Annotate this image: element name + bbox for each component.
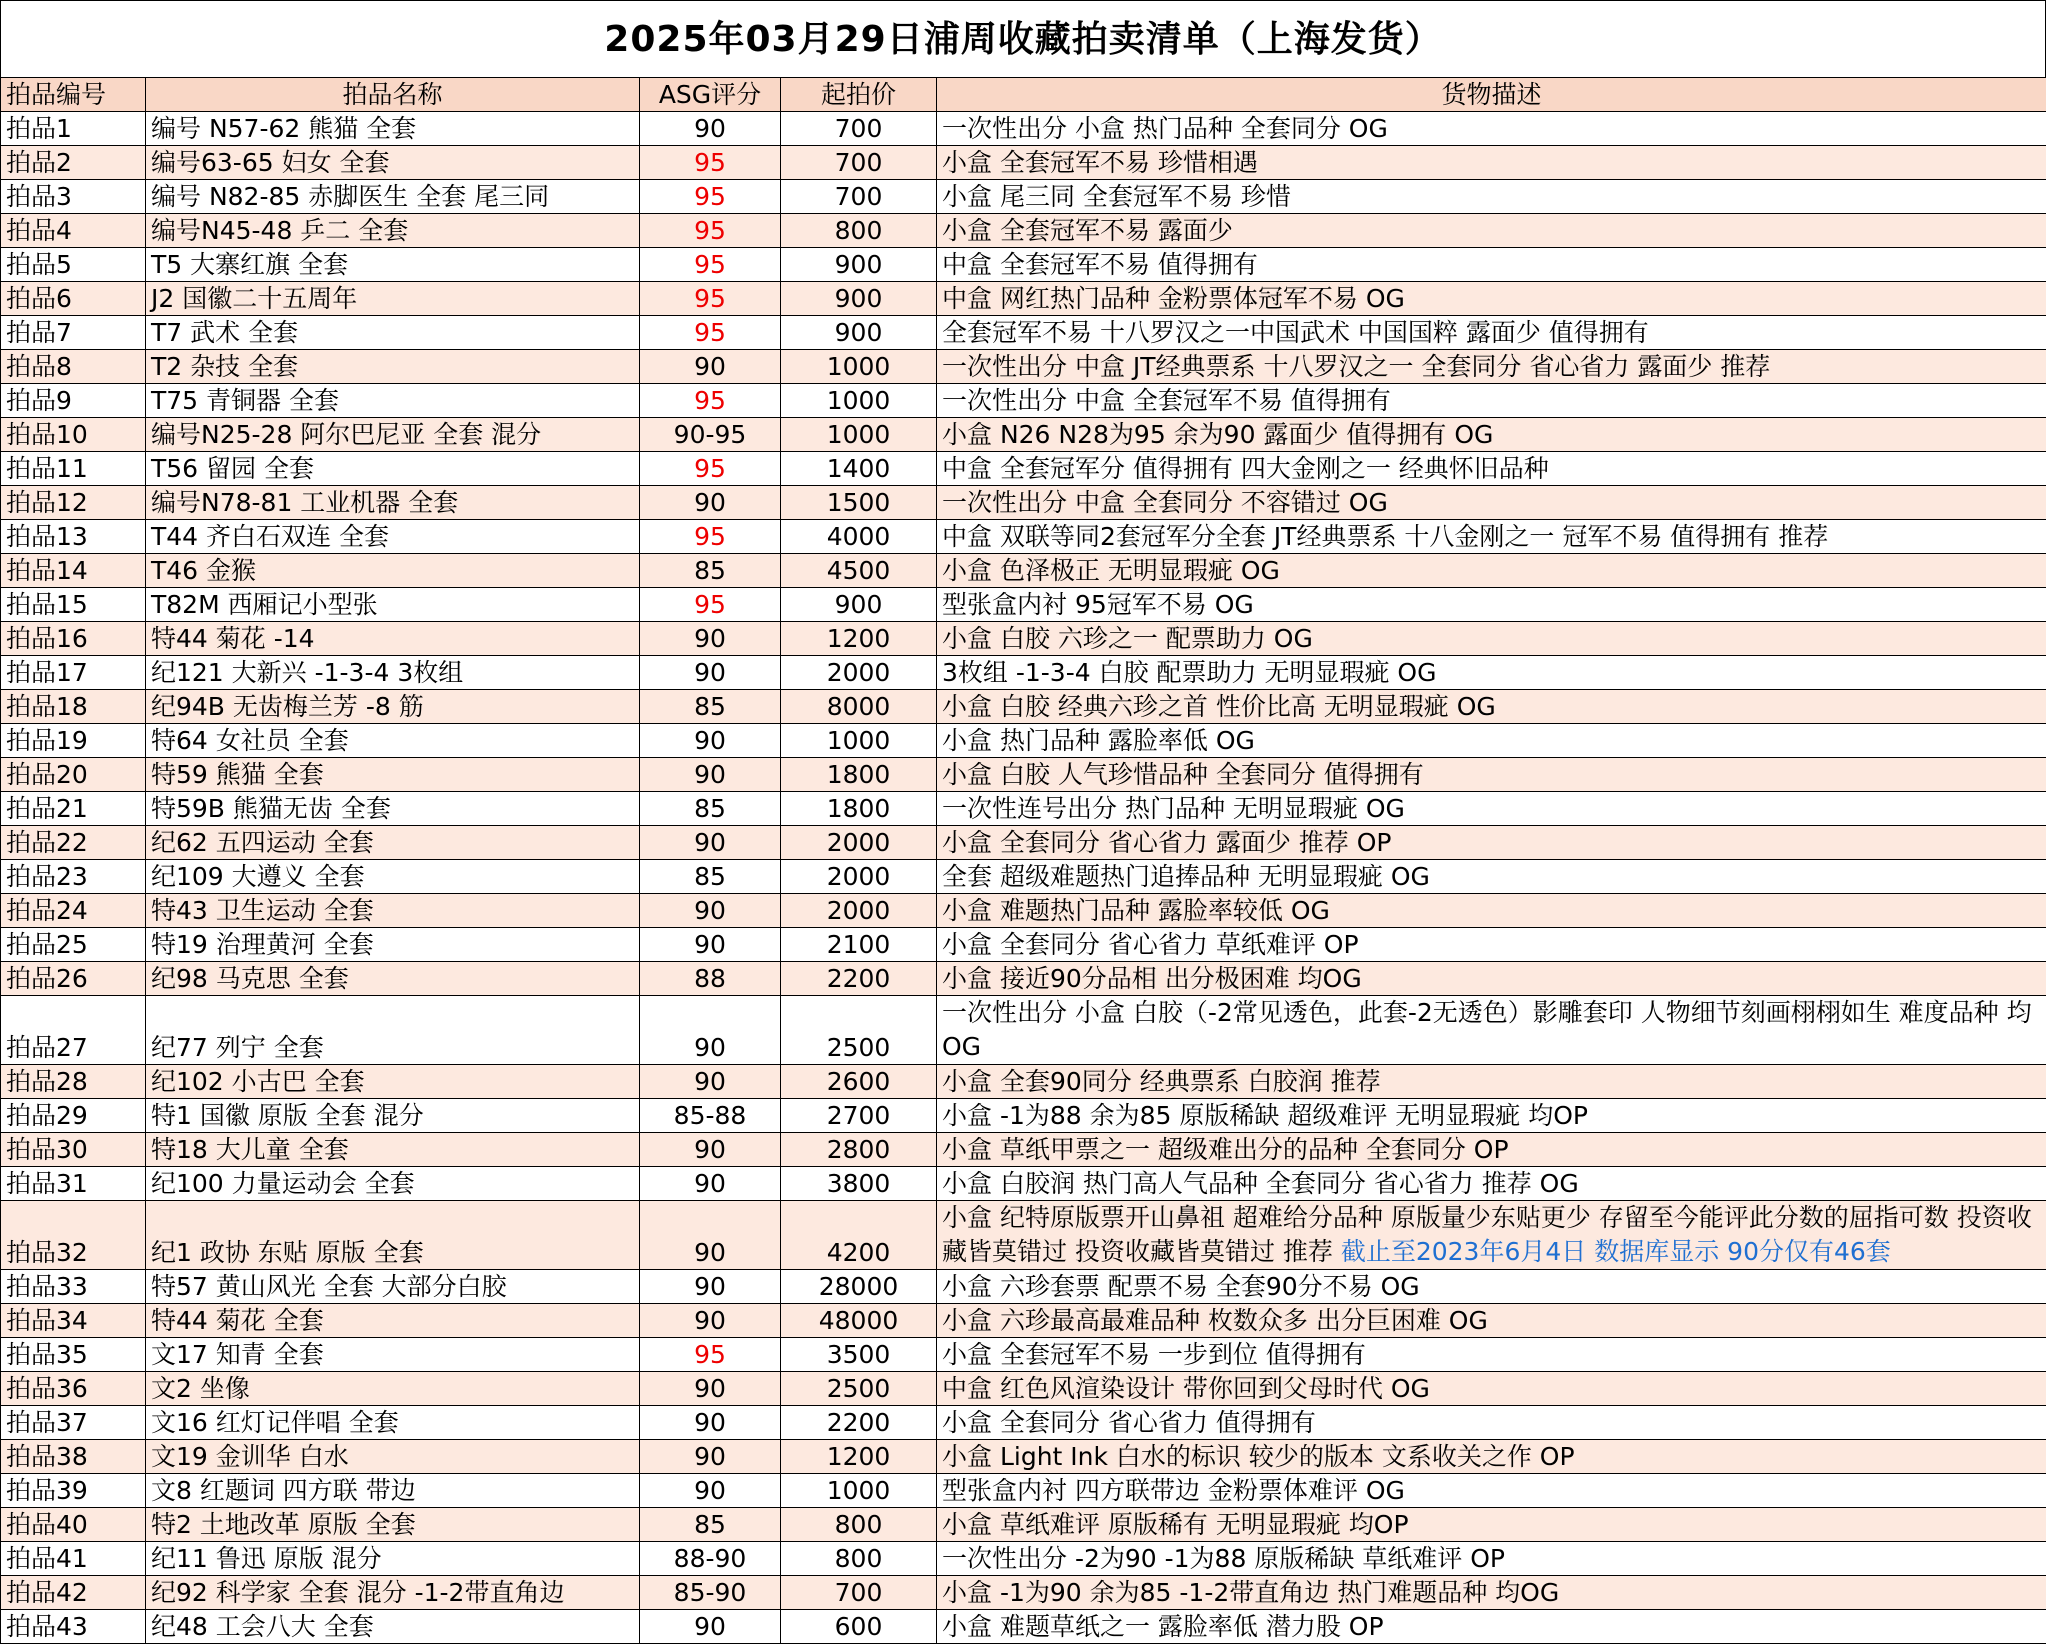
description-cell: 小盒 全套90同分 经典票系 白胶润 推荐: [937, 1065, 2046, 1099]
description-cell: 中盒 全套冠军分 值得拥有 四大金刚之一 经典怀旧品种: [937, 452, 2046, 486]
lot-number-cell: 拍品37: [1, 1406, 146, 1440]
start-price-cell: 1800: [781, 792, 937, 826]
asg-score-cell: 95: [640, 588, 781, 622]
lot-name-cell: 纪100 力量运动会 全套: [146, 1167, 640, 1201]
table-row: [1, 1610, 2046, 1644]
asg-score-cell: 90: [640, 112, 781, 146]
header-lot-name: 拍品名称: [146, 78, 640, 112]
table-row: [1, 758, 2046, 792]
table-row: [1, 826, 2046, 860]
lot-number-cell: 拍品42: [1, 1576, 146, 1610]
lot-number-cell: 拍品33: [1, 1270, 146, 1304]
lot-name-cell: T2 杂技 全套: [146, 350, 640, 384]
lot-number-cell: 拍品11: [1, 452, 146, 486]
table-row: [1, 690, 2046, 724]
asg-score-cell: 90: [640, 758, 781, 792]
description-cell: 一次性出分 小盒 白胶（-2常见透色，此套-2无透色）影雕套印 人物细节刻画栩栩如生 难度品种 均OG: [937, 996, 2046, 1065]
lot-number-cell: 拍品8: [1, 350, 146, 384]
lot-name-cell: 文16 红灯记伴唱 全套: [146, 1406, 640, 1440]
lot-name-cell: 编号N78-81 工业机器 全套: [146, 486, 640, 520]
asg-score-cell: 85: [640, 860, 781, 894]
table-row: [1, 1338, 2046, 1372]
description-cell: 中盒 双联等同2套冠军分全套 JT经典票系 十八金刚之一 冠军不易 值得拥有 推荐: [937, 520, 2046, 554]
asg-score-cell: 95: [640, 180, 781, 214]
table-row: [1, 1167, 2046, 1201]
asg-score-cell: 95: [640, 146, 781, 180]
start-price-cell: 2000: [781, 826, 937, 860]
description-cell: 小盒 白胶 经典六珍之首 性价比高 无明显瑕疵 OG: [937, 690, 2046, 724]
lot-number-cell: 拍品10: [1, 418, 146, 452]
start-price-cell: 2800: [781, 1133, 937, 1167]
start-price-cell: 48000: [781, 1304, 937, 1338]
lot-number-cell: 拍品27: [1, 996, 146, 1065]
description-cell: 小盒 草纸甲票之一 超级难出分的品种 全套同分 OP: [937, 1133, 2046, 1167]
asg-score-cell: 90: [640, 350, 781, 384]
start-price-cell: 700: [781, 112, 937, 146]
description-cell: 中盒 全套冠军不易 值得拥有: [937, 248, 2046, 282]
lot-number-cell: 拍品13: [1, 520, 146, 554]
lot-name-cell: 特64 女社员 全套: [146, 724, 640, 758]
description-cell: 小盒 尾三同 全套冠军不易 珍惜: [937, 180, 2046, 214]
lot-name-cell: T56 留园 全套: [146, 452, 640, 486]
lot-number-cell: 拍品18: [1, 690, 146, 724]
asg-score-cell: 90: [640, 486, 781, 520]
lot-number-cell: 拍品40: [1, 1508, 146, 1542]
table-row: [1, 996, 2046, 1065]
lot-number-cell: 拍品15: [1, 588, 146, 622]
asg-score-cell: 85: [640, 792, 781, 826]
description-cell: 一次性出分 中盒 全套同分 不容错过 OG: [937, 486, 2046, 520]
lot-name-cell: T44 齐白石双连 全套: [146, 520, 640, 554]
start-price-cell: 2200: [781, 962, 937, 996]
table-row: [1, 622, 2046, 656]
database-note: 截止至2023年6月4日 数据库显示 90分仅有46套: [1341, 1237, 1891, 1266]
lot-number-cell: 拍品7: [1, 316, 146, 350]
start-price-cell: 900: [781, 588, 937, 622]
description-cell: 小盒 热门品种 露脸率低 OG: [937, 724, 2046, 758]
lot-number-cell: 拍品16: [1, 622, 146, 656]
table-row: [1, 1099, 2046, 1133]
asg-score-cell: 95: [640, 248, 781, 282]
lot-name-cell: 特2 土地改革 原版 全套: [146, 1508, 640, 1542]
lot-number-cell: 拍品21: [1, 792, 146, 826]
lot-name-cell: T82M 西厢记小型张: [146, 588, 640, 622]
asg-score-cell: 85-88: [640, 1099, 781, 1133]
description-cell: 小盒 白胶 人气珍惜品种 全套同分 值得拥有: [937, 758, 2046, 792]
lot-number-cell: 拍品24: [1, 894, 146, 928]
asg-score-cell: 90: [640, 724, 781, 758]
table-row: [1, 146, 2046, 180]
description-cell: 一次性连号出分 热门品种 无明显瑕疵 OG: [937, 792, 2046, 826]
asg-score-cell: 90: [640, 622, 781, 656]
lot-name-cell: 纪77 列宁 全套: [146, 996, 640, 1065]
description-cell: 小盒 -1为88 余为85 原版稀缺 超级难评 无明显瑕疵 均OP: [937, 1099, 2046, 1133]
description-cell: 小盒 全套同分 省心省力 值得拥有: [937, 1406, 2046, 1440]
header-description: 货物描述: [937, 78, 2046, 112]
asg-score-cell: 90: [640, 1167, 781, 1201]
lot-number-cell: 拍品6: [1, 282, 146, 316]
lot-name-cell: J2 国徽二十五周年: [146, 282, 640, 316]
start-price-cell: 900: [781, 316, 937, 350]
table-body: [1, 112, 2046, 1644]
table-row: [1, 1201, 2046, 1270]
table-row: [1, 180, 2046, 214]
start-price-cell: 4200: [781, 1201, 937, 1270]
start-price-cell: 2600: [781, 1065, 937, 1099]
table-row: [1, 1133, 2046, 1167]
start-price-cell: 2500: [781, 1372, 937, 1406]
lot-number-cell: 拍品5: [1, 248, 146, 282]
asg-score-cell: 95: [640, 520, 781, 554]
asg-score-cell: 85: [640, 690, 781, 724]
header-asg-score: ASG评分: [640, 78, 781, 112]
description-cell: 小盒 -1为90 余为85 -1-2带直角边 热门难题品种 均OG: [937, 1576, 2046, 1610]
lot-name-cell: 纪98 马克思 全套: [146, 962, 640, 996]
description-cell: 一次性出分 中盒 JT经典票系 十八罗汉之一 全套同分 省心省力 露面少 推荐: [937, 350, 2046, 384]
lot-number-cell: 拍品12: [1, 486, 146, 520]
table-row: [1, 316, 2046, 350]
start-price-cell: 700: [781, 180, 937, 214]
start-price-cell: 28000: [781, 1270, 937, 1304]
start-price-cell: 2000: [781, 860, 937, 894]
lot-name-cell: 纪102 小古巴 全套: [146, 1065, 640, 1099]
asg-score-cell: 95: [640, 214, 781, 248]
table-row: [1, 452, 2046, 486]
lot-name-cell: 编号 N57-62 熊猫 全套: [146, 112, 640, 146]
asg-score-cell: 90: [640, 1065, 781, 1099]
lot-name-cell: 文17 知青 全套: [146, 1338, 640, 1372]
start-price-cell: 700: [781, 146, 937, 180]
table-row: [1, 860, 2046, 894]
lot-number-cell: 拍品22: [1, 826, 146, 860]
asg-score-cell: 90: [640, 1406, 781, 1440]
lot-name-cell: 纪109 大遵义 全套: [146, 860, 640, 894]
table-row: [1, 384, 2046, 418]
table-row: [1, 656, 2046, 690]
description-cell: 一次性出分 小盒 热门品种 全套同分 OG: [937, 112, 2046, 146]
start-price-cell: 1000: [781, 350, 937, 384]
lot-name-cell: 纪121 大新兴 -1-3-4 3枚组: [146, 656, 640, 690]
lot-name-cell: 特1 国徽 原版 全套 混分: [146, 1099, 640, 1133]
lot-name-cell: 文19 金训华 白水: [146, 1440, 640, 1474]
lot-name-cell: 特44 菊花 全套: [146, 1304, 640, 1338]
start-price-cell: 2500: [781, 996, 937, 1065]
asg-score-cell: 90: [640, 894, 781, 928]
table-row: [1, 928, 2046, 962]
start-price-cell: 1400: [781, 452, 937, 486]
lot-name-cell: 编号 N82-85 赤脚医生 全套 尾三同: [146, 180, 640, 214]
table-row: [1, 350, 2046, 384]
description-cell: 小盒 全套冠军不易 一步到位 值得拥有: [937, 1338, 2046, 1372]
asg-score-cell: 88: [640, 962, 781, 996]
start-price-cell: 800: [781, 1542, 937, 1576]
lot-name-cell: 特59 熊猫 全套: [146, 758, 640, 792]
start-price-cell: 1800: [781, 758, 937, 792]
lot-number-cell: 拍品28: [1, 1065, 146, 1099]
description-cell: 中盒 红色风渲染设计 带你回到父母时代 OG: [937, 1372, 2046, 1406]
lot-name-cell: 特43 卫生运动 全套: [146, 894, 640, 928]
sheet-title: 2025年03月29日浦周收藏拍卖清单（上海发货）: [0, 0, 2046, 77]
table-row: [1, 554, 2046, 588]
description-cell: 小盒 全套同分 省心省力 露面少 推荐 OP: [937, 826, 2046, 860]
description-cell: 小盒 六珍最高最难品种 枚数众多 出分巨困难 OG: [937, 1304, 2046, 1338]
table-row: [1, 1576, 2046, 1610]
start-price-cell: 2000: [781, 656, 937, 690]
asg-score-cell: 90: [640, 656, 781, 690]
asg-score-cell: 90: [640, 1270, 781, 1304]
asg-score-cell: 90: [640, 1474, 781, 1508]
start-price-cell: 700: [781, 1576, 937, 1610]
start-price-cell: 2700: [781, 1099, 937, 1133]
description-cell: 中盒 网红热门品种 金粉票体冠军不易 OG: [937, 282, 2046, 316]
lot-number-cell: 拍品43: [1, 1610, 146, 1644]
start-price-cell: 1000: [781, 418, 937, 452]
lot-number-cell: 拍品32: [1, 1201, 146, 1270]
table-row: [1, 1270, 2046, 1304]
start-price-cell: 4500: [781, 554, 937, 588]
lot-number-cell: 拍品9: [1, 384, 146, 418]
lot-number-cell: 拍品26: [1, 962, 146, 996]
description-cell: 一次性出分 -2为90 -1为88 原版稀缺 草纸难评 OP: [937, 1542, 2046, 1576]
table-row: [1, 724, 2046, 758]
asg-score-cell: 90: [640, 1133, 781, 1167]
asg-score-cell: 85: [640, 554, 781, 588]
table-row: [1, 1406, 2046, 1440]
start-price-cell: 800: [781, 1508, 937, 1542]
asg-score-cell: 90: [640, 1201, 781, 1270]
lot-number-cell: 拍品1: [1, 112, 146, 146]
lot-number-cell: 拍品29: [1, 1099, 146, 1133]
lot-name-cell: 文8 红题词 四方联 带边: [146, 1474, 640, 1508]
description-cell: 小盒 难题草纸之一 露脸率低 潜力股 OP: [937, 1610, 2046, 1644]
description-cell: 全套冠军不易 十八罗汉之一中国武术 中国国粹 露面少 值得拥有: [937, 316, 2046, 350]
lot-number-cell: 拍品38: [1, 1440, 146, 1474]
table-row: [1, 248, 2046, 282]
description-cell: 小盒 全套冠军不易 珍惜相遇: [937, 146, 2046, 180]
lot-number-cell: 拍品2: [1, 146, 146, 180]
start-price-cell: 3500: [781, 1338, 937, 1372]
start-price-cell: 8000: [781, 690, 937, 724]
asg-score-cell: 90: [640, 1440, 781, 1474]
asg-score-cell: 95: [640, 1338, 781, 1372]
asg-score-cell: 85: [640, 1508, 781, 1542]
table-row: [1, 486, 2046, 520]
description-cell: 型张盒内衬 四方联带边 金粉票体难评 OG: [937, 1474, 2046, 1508]
asg-score-cell: 90: [640, 826, 781, 860]
start-price-cell: 1000: [781, 384, 937, 418]
start-price-cell: 2100: [781, 928, 937, 962]
table-row: [1, 214, 2046, 248]
description-cell: 小盒 草纸难评 原版稀有 无明显瑕疵 均OP: [937, 1508, 2046, 1542]
asg-score-cell: 88-90: [640, 1542, 781, 1576]
description-cell: 小盒 白胶润 热门高人气品种 全套同分 省心省力 推荐 OG: [937, 1167, 2046, 1201]
table-row: [1, 1440, 2046, 1474]
lot-name-cell: 文2 坐像: [146, 1372, 640, 1406]
start-price-cell: 1200: [781, 1440, 937, 1474]
start-price-cell: 900: [781, 282, 937, 316]
start-price-cell: 800: [781, 214, 937, 248]
lot-name-cell: 纪1 政协 东贴 原版 全套: [146, 1201, 640, 1270]
header-row: [1, 78, 2046, 112]
table-row: [1, 1304, 2046, 1338]
asg-score-cell: 85-90: [640, 1576, 781, 1610]
asg-score-cell: 95: [640, 282, 781, 316]
start-price-cell: 3800: [781, 1167, 937, 1201]
lot-number-cell: 拍品14: [1, 554, 146, 588]
lot-name-cell: 纪11 鲁迅 原版 混分: [146, 1542, 640, 1576]
lot-name-cell: T7 武术 全套: [146, 316, 640, 350]
table-row: [1, 894, 2046, 928]
lot-number-cell: 拍品4: [1, 214, 146, 248]
lot-number-cell: 拍品25: [1, 928, 146, 962]
table-row: [1, 792, 2046, 826]
lot-name-cell: 编号N45-48 乒二 全套: [146, 214, 640, 248]
header-lot-number: 拍品编号: [1, 78, 146, 112]
lot-number-cell: 拍品23: [1, 860, 146, 894]
description-cell: 小盒 Light Ink 白水的标识 较少的版本 文系收关之作 OP: [937, 1440, 2046, 1474]
description-cell: 全套 超级难题热门追捧品种 无明显瑕疵 OG: [937, 860, 2046, 894]
start-price-cell: 4000: [781, 520, 937, 554]
lot-number-cell: 拍品20: [1, 758, 146, 792]
lot-number-cell: 拍品19: [1, 724, 146, 758]
description-cell: [937, 1201, 2046, 1270]
lot-number-cell: 拍品41: [1, 1542, 146, 1576]
description-cell: 小盒 白胶 六珍之一 配票助力 OG: [937, 622, 2046, 656]
lot-name-cell: T75 青铜器 全套: [146, 384, 640, 418]
lot-number-cell: 拍品17: [1, 656, 146, 690]
lot-name-cell: 编号63-65 妇女 全套: [146, 146, 640, 180]
auction-table: [0, 77, 2046, 1644]
asg-score-cell: 90: [640, 1610, 781, 1644]
table-row: [1, 1372, 2046, 1406]
table-row: [1, 418, 2046, 452]
table-row: [1, 520, 2046, 554]
lot-name-cell: 特18 大儿童 全套: [146, 1133, 640, 1167]
lot-name-cell: 特44 菊花 -14: [146, 622, 640, 656]
description-cell: 小盒 全套同分 省心省力 草纸难评 OP: [937, 928, 2046, 962]
table-row: [1, 588, 2046, 622]
lot-name-cell: 纪48 工会八大 全套: [146, 1610, 640, 1644]
description-cell: 小盒 全套冠军不易 露面少: [937, 214, 2046, 248]
start-price-cell: 1000: [781, 724, 937, 758]
start-price-cell: 900: [781, 248, 937, 282]
table-row: [1, 1542, 2046, 1576]
start-price-cell: 1200: [781, 622, 937, 656]
header-start-price: 起拍价: [781, 78, 937, 112]
table-row: [1, 112, 2046, 146]
lot-number-cell: 拍品3: [1, 180, 146, 214]
description-cell: 小盒 色泽极正 无明显瑕疵 OG: [937, 554, 2046, 588]
table-row: [1, 962, 2046, 996]
start-price-cell: 1500: [781, 486, 937, 520]
table-row: [1, 1508, 2046, 1542]
description-cell: 一次性出分 中盒 全套冠军不易 值得拥有: [937, 384, 2046, 418]
table-row: [1, 1474, 2046, 1508]
lot-name-cell: 特57 黄山风光 全套 大部分白胶: [146, 1270, 640, 1304]
description-cell: 小盒 六珍套票 配票不易 全套90分不易 OG: [937, 1270, 2046, 1304]
start-price-cell: 2000: [781, 894, 937, 928]
start-price-cell: 2200: [781, 1406, 937, 1440]
lot-name-cell: 特59B 熊猫无齿 全套: [146, 792, 640, 826]
table-row: [1, 282, 2046, 316]
lot-name-cell: 纪62 五四运动 全套: [146, 826, 640, 860]
description-cell: 型张盒内衬 95冠军不易 OG: [937, 588, 2046, 622]
description-cell: 小盒 接近90分品相 出分极困难 均OG: [937, 962, 2046, 996]
lot-name-cell: 编号N25-28 阿尔巴尼亚 全套 混分: [146, 418, 640, 452]
lot-number-cell: 拍品34: [1, 1304, 146, 1338]
start-price-cell: 1000: [781, 1474, 937, 1508]
lot-number-cell: 拍品30: [1, 1133, 146, 1167]
lot-number-cell: 拍品35: [1, 1338, 146, 1372]
asg-score-cell: 90: [640, 1372, 781, 1406]
lot-name-cell: 纪92 科学家 全套 混分 -1-2带直角边: [146, 1576, 640, 1610]
asg-score-cell: 95: [640, 384, 781, 418]
table-row: [1, 1065, 2046, 1099]
asg-score-cell: 90: [640, 996, 781, 1065]
description-cell: 3枚组 -1-3-4 白胶 配票助力 无明显瑕疵 OG: [937, 656, 2046, 690]
lot-number-cell: 拍品31: [1, 1167, 146, 1201]
asg-score-cell: 95: [640, 316, 781, 350]
lot-name-cell: T46 金猴: [146, 554, 640, 588]
lot-name-cell: 特19 治理黄河 全套: [146, 928, 640, 962]
description-cell: 小盒 难题热门品种 露脸率较低 OG: [937, 894, 2046, 928]
lot-name-cell: T5 大寨红旗 全套: [146, 248, 640, 282]
start-price-cell: 600: [781, 1610, 937, 1644]
asg-score-cell: 90: [640, 928, 781, 962]
asg-score-cell: 90-95: [640, 418, 781, 452]
asg-score-cell: 95: [640, 452, 781, 486]
description-cell: 小盒 N26 N28为95 余为90 露面少 值得拥有 OG: [937, 418, 2046, 452]
lot-number-cell: 拍品36: [1, 1372, 146, 1406]
lot-name-cell: 纪94B 无齿梅兰芳 -8 筋: [146, 690, 640, 724]
description-text: 小盒 纪特原版票开山鼻祖 超难给分品种 原版量少东贴更少 存留至今能评此分数的屈指可数 投资收藏皆莫错过 投资收藏皆莫错过 推荐: [942, 1203, 2032, 1266]
lot-number-cell: 拍品39: [1, 1474, 146, 1508]
asg-score-cell: 90: [640, 1304, 781, 1338]
